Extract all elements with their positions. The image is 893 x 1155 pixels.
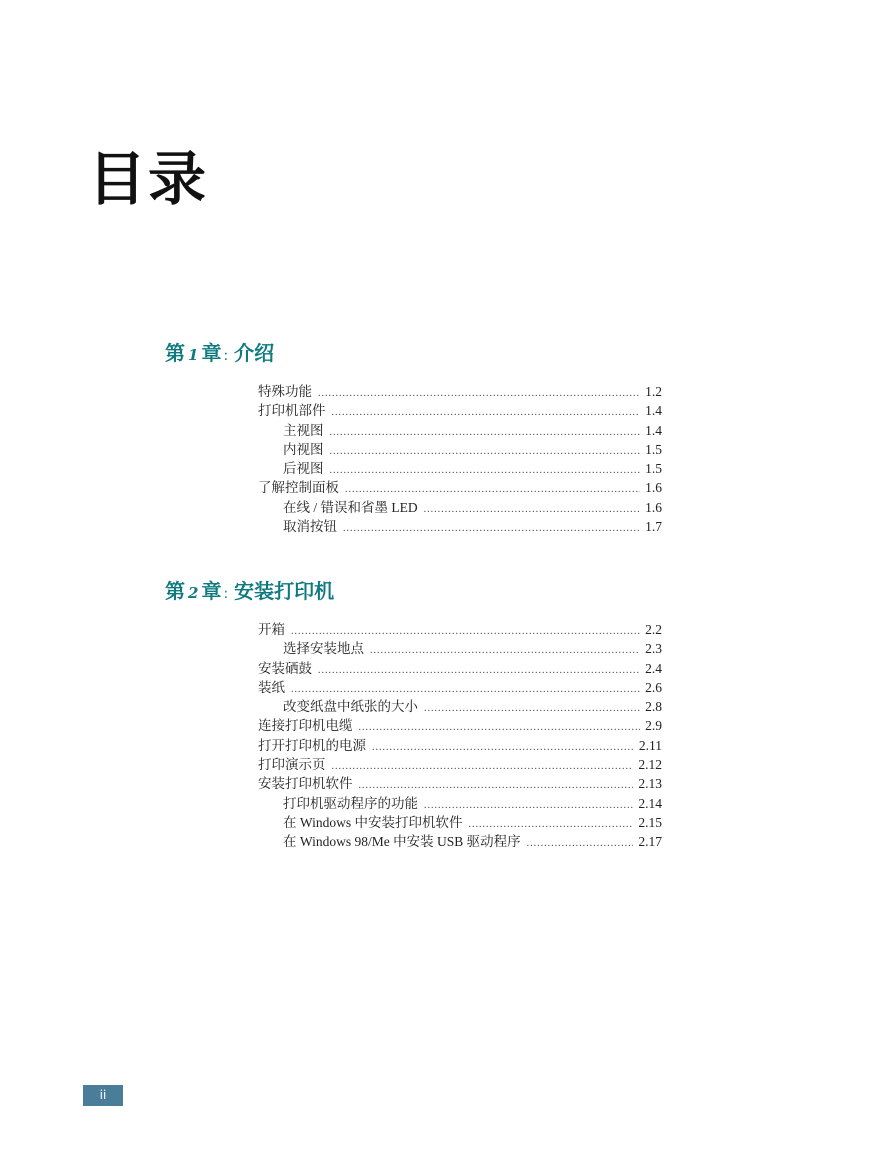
- toc-entry-page: 1.7: [645, 519, 662, 535]
- dot-leader: [359, 780, 634, 791]
- toc-entry-page: 1.6: [645, 480, 662, 496]
- toc-subentry[interactable]: [258, 811, 662, 830]
- toc-subentry[interactable]: [258, 792, 662, 811]
- toc-entry-page: 1.2: [645, 384, 662, 399]
- toc-entry-label: 改变纸盘中纸张的大小: [283, 699, 418, 715]
- toc-entry-page: 2.14: [638, 795, 662, 811]
- dot-leader: [330, 465, 641, 476]
- chapter-2: [165, 576, 665, 850]
- toc-subentry[interactable]: [258, 695, 662, 714]
- toc-entry-page: 2.12: [638, 757, 662, 773]
- toc-entry[interactable]: [258, 753, 662, 772]
- toc-entry[interactable]: [258, 399, 662, 418]
- toc-entry[interactable]: [258, 618, 662, 637]
- toc-entry-label: 取消按钮: [283, 519, 337, 535]
- chapter-number: 2: [188, 584, 199, 602]
- toc-entry-page: 1.4: [645, 422, 662, 438]
- toc-entry-label: 打印机驱动程序的功能: [283, 795, 418, 811]
- dot-leader: [424, 703, 640, 714]
- chapter-1: [165, 338, 665, 535]
- dot-leader: [424, 504, 641, 515]
- toc-entry-label: 打印机部件: [258, 403, 326, 419]
- toc-entry-label: 在 Windows 98/Me 中安装 USB 驱动程序: [283, 834, 521, 850]
- toc-entry-page: 1.5: [645, 441, 662, 457]
- toc-entry-label: 安装硒鼓: [258, 660, 312, 676]
- chapter-prefix: 第: [165, 579, 185, 603]
- chapter-number: 1: [188, 346, 199, 364]
- toc-entry[interactable]: [258, 476, 662, 495]
- toc-entry-page: 1.5: [645, 461, 662, 477]
- chapter-prefix: 第: [165, 341, 185, 365]
- toc-entry-label: 主视图: [283, 422, 324, 438]
- toc-entry-label: 开箱: [258, 622, 285, 637]
- toc-entry-page: 2.4: [645, 660, 662, 676]
- dot-leader: [345, 484, 640, 495]
- toc-subentry[interactable]: [258, 419, 662, 438]
- toc-entry[interactable]: [258, 657, 662, 676]
- chapter-title: 安装打印机: [234, 579, 335, 603]
- chapter-title: 介绍: [234, 341, 275, 365]
- dot-leader: [468, 819, 633, 830]
- dot-leader: [343, 523, 640, 534]
- toc-entry-page: 2.8: [645, 699, 662, 715]
- toc-list: [258, 380, 662, 534]
- chapter-colon: :: [223, 586, 229, 602]
- dot-leader: [330, 427, 641, 438]
- page-number-tab: ii: [83, 1085, 123, 1106]
- toc-entry-page: 2.2: [645, 622, 662, 637]
- toc-subentry[interactable]: [258, 457, 662, 476]
- toc-entry-label: 内视图: [283, 441, 324, 457]
- toc-entry-page: 2.17: [638, 834, 662, 850]
- toc-entry[interactable]: [258, 380, 662, 399]
- toc-entry-page: 1.6: [645, 499, 662, 515]
- toc-entry[interactable]: [258, 676, 662, 695]
- dot-leader: [527, 838, 634, 849]
- dot-leader: [359, 722, 641, 733]
- dot-leader: [370, 645, 640, 656]
- toc-subentry[interactable]: [258, 496, 662, 515]
- toc-subentry[interactable]: [258, 438, 662, 457]
- page-title: 目录: [88, 145, 209, 213]
- toc-entry-label: 装纸: [258, 679, 285, 695]
- dot-leader: [318, 388, 640, 399]
- toc-entry-page: 2.6: [645, 679, 662, 695]
- toc-entry-label: 特殊功能: [258, 384, 312, 399]
- dot-leader: [332, 407, 641, 418]
- toc-entry-page: 2.13: [638, 776, 662, 792]
- toc-entry-page: 2.9: [645, 718, 662, 734]
- dot-leader: [372, 742, 634, 753]
- chapter-heading: [165, 576, 665, 606]
- toc-entry-label: 选择安装地点: [283, 641, 364, 657]
- toc-entry-label: 安装打印机软件: [258, 776, 353, 792]
- toc-entry-label: 连接打印机电缆: [258, 718, 353, 734]
- toc-entry[interactable]: [258, 772, 662, 791]
- toc-subentry[interactable]: [258, 830, 662, 849]
- dot-leader: [291, 626, 640, 637]
- chapter-heading: [165, 338, 665, 368]
- toc-subentry[interactable]: [258, 637, 662, 656]
- dot-leader: [332, 761, 634, 772]
- chapter-word: 章: [201, 579, 222, 603]
- toc-entry-page: 1.4: [645, 403, 662, 419]
- chapter-word: 章: [201, 341, 222, 365]
- toc-entry-label: 在线 / 错误和省墨 LED: [283, 499, 418, 515]
- dot-leader: [318, 665, 640, 676]
- dot-leader: [424, 800, 633, 811]
- dot-leader: [330, 446, 641, 457]
- toc-entry[interactable]: [258, 734, 662, 753]
- dot-leader: [291, 684, 640, 695]
- toc-entry[interactable]: [258, 714, 662, 733]
- toc-entry-label: 后视图: [283, 461, 324, 477]
- toc-subentry[interactable]: [258, 515, 662, 534]
- chapter-colon: :: [223, 348, 229, 364]
- toc-entry-label: 在 Windows 中安装打印机软件: [283, 814, 463, 830]
- toc-entry-page: 2.11: [638, 737, 662, 753]
- toc-entry-page: 2.15: [638, 814, 662, 830]
- toc-entry-label: 了解控制面板: [258, 480, 339, 496]
- toc-entry-page: 2.3: [645, 641, 662, 657]
- toc-entry-label: 打开打印机的电源: [258, 737, 366, 753]
- toc-entry-label: 打印演示页: [258, 757, 326, 773]
- toc-list: [258, 618, 662, 850]
